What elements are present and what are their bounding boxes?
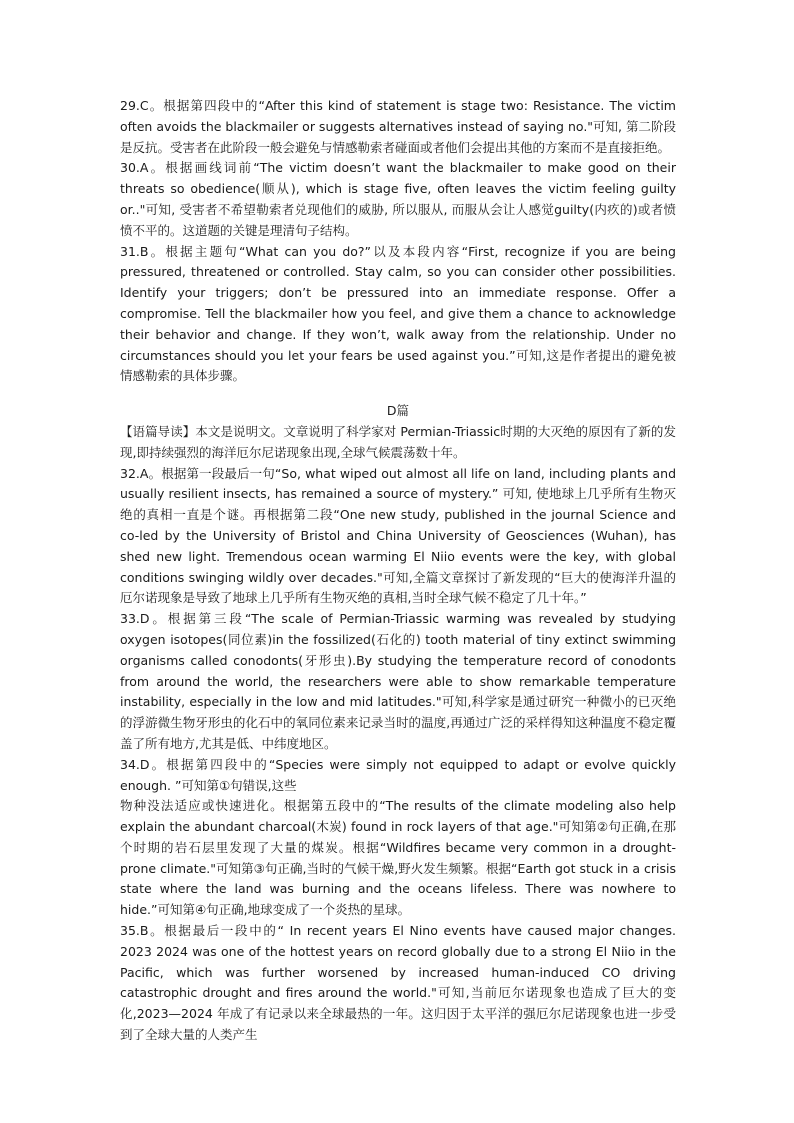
- answer-31: 31.B。根据主题句“What can you do?”以及本段内容“First, recognize if you are being pressured, threatened or controlled. Stay calm, so you can consider other possibilities. Identify your triggers; don’t be pressured into an immediate response. Offer a compromise. Tell the blackmailer how you feel, and give them a chance to acknowledge their behavior and change. If they won’t, walk away from the relationship. Under no circumstances should you let your fears be used against you.”可知,这是作者提出的避免被情感勒索的具体步骤。: [120, 243, 676, 384]
- section-d-title: D篇: [386, 403, 410, 419]
- answer-35: 35.B。根据最后一段中的“ In recent years El Nino events have caused major changes. 2023 2024 was one of the hottest years on record globally due to a strong El Niio in the Pacific, which was further worsened by increased human-induced CO driving catastrophic drought and fires around the world."可知,当前厄尔诺现象也造成了巨大的变化,2023—2024 年成了有记录以来全球最热的一年。这归因于太平洋的强厄尔尼诺现象也进一步受到了全球大量的人类产生: [120, 923, 676, 1043]
- answer-32: 32.A。根据第一段最后一句“So, what wiped out almost all life on land, including plants and usually resilient insects, has remained a source of mystery.” 可知, 使地球上几乎所有生物灭绝的真相一直是个谜。再根据第二段“One new study, published in the journal Science and co-led by the University of Bristol and China University of Geosciences (Wuhan), has shed new light. Tremendous ocean warming El Niio events were the key, with global conditions swinging wildly over decades."可知,全篇文章探讨了新发现的“巨大的使海洋升温的厄尔诺现象是导致了地球上几乎所有生物灭绝的真相,当时全球气候不稳定了几十年。”: [120, 465, 676, 606]
- document-page: [120, 96, 676, 1046]
- answer-34-continued: 物种没法适应或快速进化。根据第五段中的“The results of the climate modeling also help explain the abundant charcoal(木炭) found in rock layers of that age."可知第②句正确,在那个时期的岩石层里发现了大量的煤炭。根据“Wildfires became very common in a drought-prone climate."可知第③句正确,当时的气候干燥,野火发生频繁。根据“Earth got stuck in a crisis state where the land was burning and the oceans lifeless. There was nowhere to hide.”可知第④句正确,地球变成了一个炎热的星球。: [120, 798, 676, 918]
- answer-34: 34.D。根据第四段中的“Species were simply not equipped to adapt or evolve quickly enough. ”可知第①句错误,这些: [120, 756, 676, 793]
- passage-guide: 【语篇导读】本文是说明文。文章说明了科学家对 Permian-Triassic时期的大灭绝的原因有了新的发现,即持续强烈的海洋厄尔尼诺现象出现,全球气候震荡数十年。: [120, 423, 676, 460]
- answer-33: 33.D。根据第三段“The scale of Permian-Triassic warming was revealed by studying oxygen isotopes(同位素)in the fossilized(石化的) tooth material of tiny extinct swimming organisms called conodonts(牙形虫).By studying the temperature record of conodonts from around the world, the researchers were able to show remarkable temperature instability, especially in the low and mid latitudes."可知,科学家是通过研究一种微小的已灭绝的浮游微生物牙形虫的化石中的氧同位素来记录当时的温度,再通过广泛的采样得知这种温度不稳定覆盖了所有地方,尤其是低、中纬度地区。: [120, 611, 676, 751]
- answer-29: 29.C。根据第四段中的“After this kind of statement is stage two: Resistance. The victim often avoids the blackmailer or suggests alternatives instead of saying no."可知, 第二阶段是反抗。受害者在此阶段一般会避免与情感勒索者碰面或者他们会提出其他的方案而不是直接拒绝。: [120, 98, 676, 155]
- answer-30: 30.A。根据画线词前“The victim doesn’t want the blackmailer to make good on their threats so obedience(顺从), which is stage five, often leaves the victim feeling guilty or.."可知, 受害者不希望勒索者兑现他们的威胁, 所以服从, 而服从会让人感觉guilty(内疚的)或者愤愤不平的。这道题的关键是理清句子结构。: [120, 160, 676, 238]
